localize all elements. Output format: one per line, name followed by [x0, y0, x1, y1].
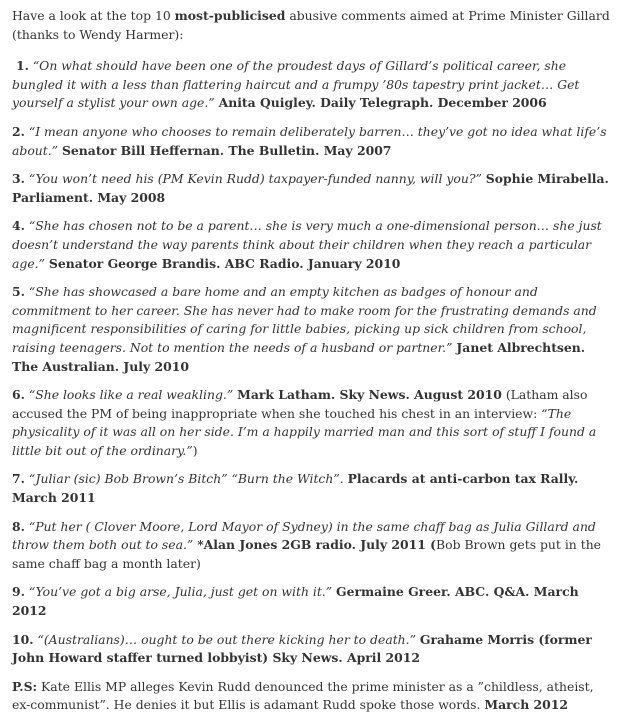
intro-text-middle: abusive comments aimed at Prime Minister Gillard (thanks to [12, 8, 610, 42]
comment-item-6 [12, 386, 612, 460]
item-quote: “You won’t need his (PM Kevin Rudd) taxpayer-funded nanny, will you?” [28, 171, 482, 187]
item-source: Mark Latham. Sky News. August 2010 [237, 387, 502, 403]
comment-item-4 [12, 217, 612, 273]
postscript-date: March 2012 [484, 697, 569, 713]
postscript-paragraph [12, 678, 612, 715]
item-quote: “Juliar (sic) Bob Brown’s Bitch” “Burn the Witch”. [28, 471, 344, 487]
item-note: Bob Brown gets put in the same chaff bag a month later) [12, 537, 602, 571]
item-number: 4. [12, 218, 25, 234]
item-source: Germaine Greer. ABC. Q&A. March 2012 [12, 584, 579, 619]
item-number: 3. [12, 171, 25, 187]
item-source: *Alan Jones 2GB radio. July 2011 ( [197, 537, 437, 553]
postscript-label: P.S: [12, 678, 38, 694]
item-number: 9. [12, 584, 25, 600]
item-note-end: ) [192, 442, 198, 458]
item-source: Placards at anti-carbon tax Rally. March 2011 [12, 471, 579, 506]
item-number: 6. [12, 387, 25, 403]
item-source: Janet Albrechtsen. The Australian. July 2010 [12, 339, 586, 374]
wendy-harmer-link[interactable]: Wendy Harmer [79, 26, 175, 42]
intro-text-start: Have a look at the top 10 [12, 8, 175, 23]
item-number: 7. [12, 471, 25, 487]
comment-item-1 [12, 57, 612, 113]
intro-text-end: ): [174, 26, 184, 42]
item-number: 8. [12, 518, 25, 534]
item-quote: “Put her ( Clover Moore, Lord Mayor of Sydney) in the same chaff bag as Julia Gillard and throw them both out to sea.” [12, 518, 596, 553]
item-source: Sophie Mirabella. Parliament. May 2008 [12, 171, 609, 205]
comment-item-7 [12, 470, 612, 507]
item-quote: “She has showcased a bare home and an empty kitchen as badges of honour and commitment to her career. She has never had to make room for the frustrating demands and magnificent responsibilities of caring for little babies, picking up sick children from school, raising teenagers. Not to mention the needs of a husband or partner.” [12, 284, 597, 355]
postscript-text: Kate Ellis MP alleges Kevin Rudd denounced the prime minister as a ”childless, atheist, ex-communist”. He denies it but Ellis is adamant Rudd spoke those words. [12, 678, 594, 713]
item-quote: “You’ve got a big arse, Julia, just get on with it.” [28, 584, 333, 600]
comment-item-8 [12, 518, 612, 574]
item-source: Senator Bill Heffernan. The Bulletin. May 2007 [61, 142, 392, 158]
item-note-quote: “The physicality of it was all on her side. I’m a happily married man and this sort of stuff I found a little bit out of the ordinary.” [12, 405, 597, 458]
item-note: (Latham also accused the PM of being inappropriate when she touched his chest in an interview: [12, 387, 588, 421]
item-source: Senator George Brandis. ABC Radio. January 2010 [48, 255, 401, 271]
item-quote: “She looks like a real weakling.” [28, 387, 234, 403]
intro-emphasis: most-publicised [174, 8, 286, 23]
item-number: 10. [12, 631, 34, 647]
comment-item-2 [12, 123, 612, 160]
item-quote: “I mean anyone who chooses to remain deliberately barren… they’ve got no idea what life’s about.” [12, 123, 607, 158]
item-number: 5. [12, 284, 25, 300]
item-source: Anita Quigley. Daily Telegraph. December 2006 [218, 95, 547, 111]
item-number: 1. [15, 58, 29, 74]
intro-paragraph [12, 7, 612, 44]
item-quote: “On what should have been one of the proudest days of Gillard’s political career, she bungled it with a less than flattering haircut and a frumpy ’80s tapestry print jacket… Get yourself a stylist your own age.” [12, 58, 580, 111]
comment-item-5 [12, 283, 612, 376]
comment-item-10 [12, 631, 612, 668]
comment-item-3 [12, 170, 612, 207]
item-number: 2. [12, 123, 25, 139]
item-quote: “She has chosen not to be a parent… she is very much a one-dimensional person… she just doesn’t understand the way parents think about their children when they reach a particular age.” [12, 218, 602, 271]
comment-item-9 [12, 583, 612, 620]
item-source: Grahame Morris (former John Howard staffer turned lobbyist) Sky News. April 2012 [12, 631, 592, 666]
item-quote: “(Australians)… ought to be out there kicking her to death.” [37, 631, 416, 647]
